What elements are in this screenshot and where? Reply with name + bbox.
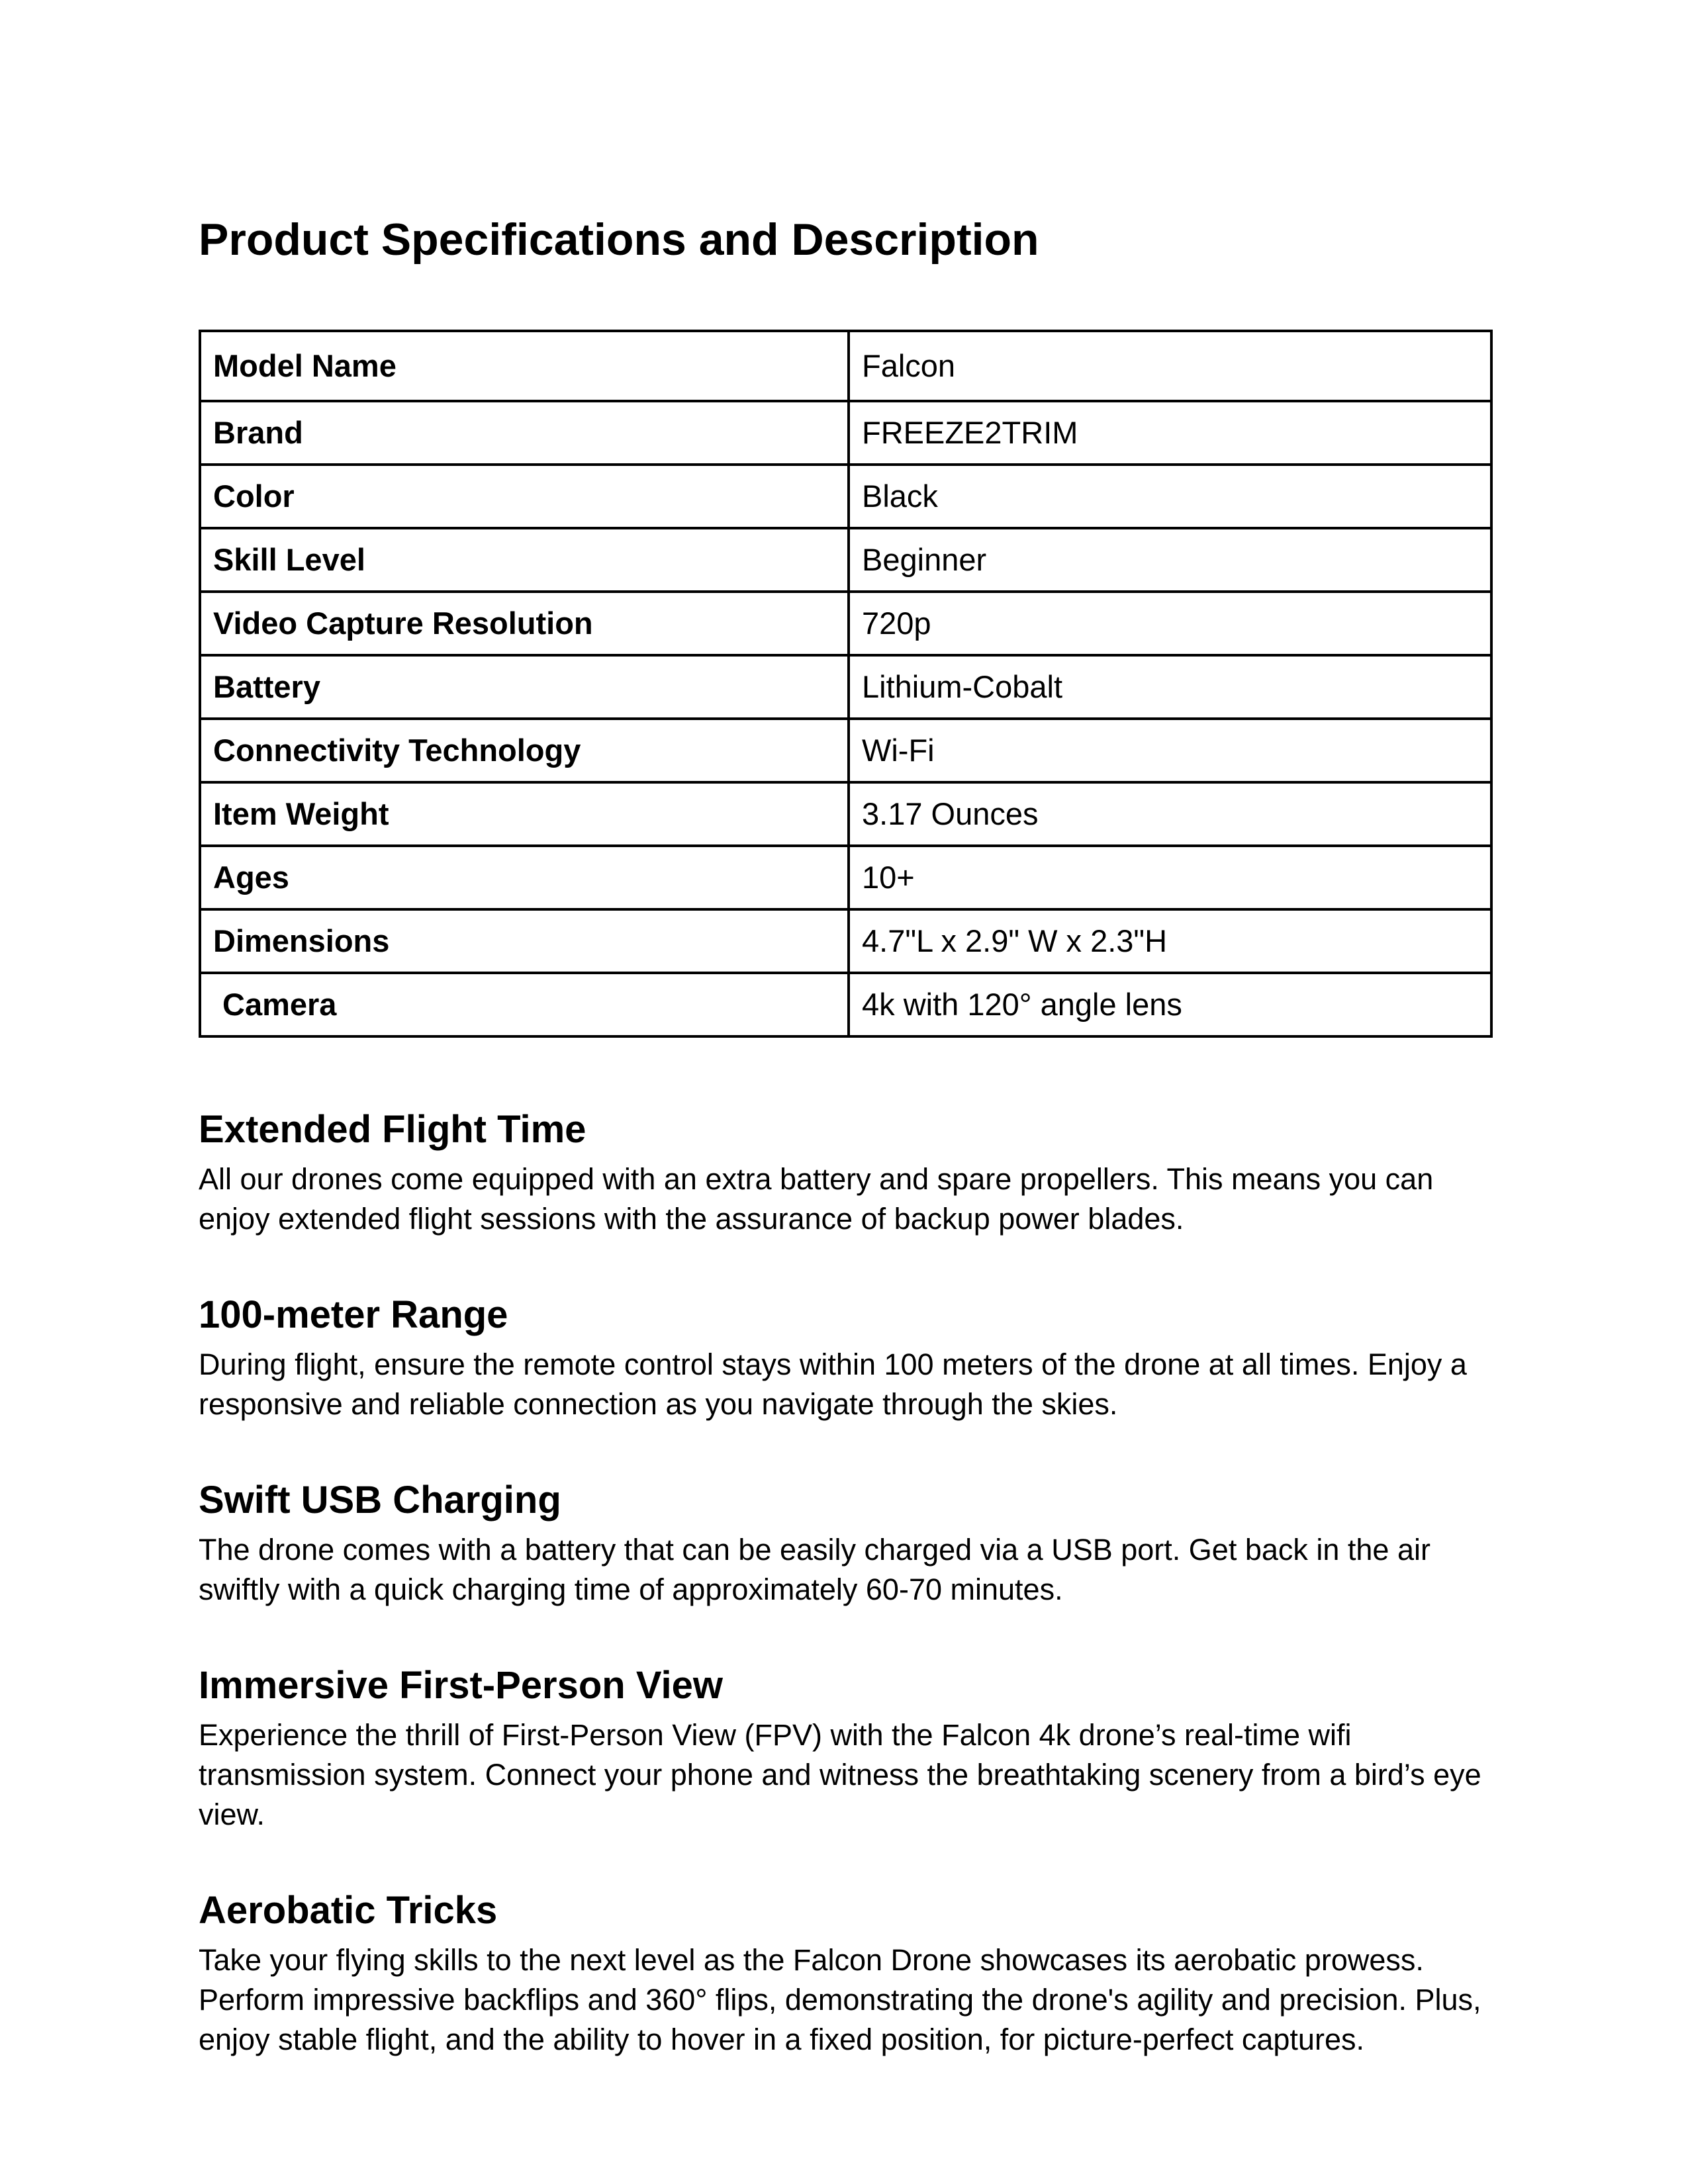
spec-value: Lithium-Cobalt bbox=[849, 655, 1491, 719]
table-row bbox=[200, 401, 1491, 465]
spec-value: 4.7"L x 2.9" W x 2.3"H bbox=[849, 909, 1491, 973]
spec-label: Skill Level bbox=[200, 528, 849, 592]
section-body: Experience the thrill of First-Person View (FPV) with the Falcon 4k drone’s real-time wifi transmission system. Connect your phone and witness the breathtaking scenery from a bird’s eye view. bbox=[199, 1718, 1481, 1831]
section-usb-charging bbox=[199, 1477, 1493, 1610]
section-heading: Immersive First-Person View bbox=[199, 1664, 723, 1707]
section-heading: 100-meter Range bbox=[199, 1293, 508, 1336]
section-heading: Aerobatic Tricks bbox=[199, 1889, 498, 1932]
spec-label: Item Weight bbox=[200, 782, 849, 846]
section-body: All our drones come equipped with an extra battery and spare propellers. This means you can enjoy extended flight sessions with the assurance of backup power blades. bbox=[199, 1162, 1434, 1236]
spec-value: Beginner bbox=[849, 528, 1491, 592]
table-row bbox=[200, 846, 1491, 909]
section-body: The drone comes with a battery that can be easily charged via a USB port. Get back in the air swiftly with a quick charging time of approximately 60-70 minutes. bbox=[199, 1533, 1430, 1606]
spec-value: Black bbox=[849, 465, 1491, 528]
table-row bbox=[200, 655, 1491, 719]
table-row bbox=[200, 331, 1491, 401]
table-row bbox=[200, 592, 1491, 655]
table-row bbox=[200, 528, 1491, 592]
spec-value: Wi-Fi bbox=[849, 719, 1491, 782]
spec-label: Brand bbox=[200, 401, 849, 465]
section-heading: Extended Flight Time bbox=[199, 1108, 586, 1151]
spec-value: Falcon bbox=[849, 331, 1491, 401]
table-row bbox=[200, 465, 1491, 528]
page-title: Product Specifications and Description bbox=[199, 214, 1039, 265]
table-row bbox=[200, 909, 1491, 973]
spec-value: 10+ bbox=[849, 846, 1491, 909]
table-row bbox=[200, 973, 1491, 1036]
section-range bbox=[199, 1292, 1493, 1424]
section-aerobatic-tricks bbox=[199, 1888, 1493, 2060]
spec-value: FREEZE2TRIM bbox=[849, 401, 1491, 465]
spec-label: Battery bbox=[200, 655, 849, 719]
section-first-person-view bbox=[199, 1662, 1493, 1835]
section-body: Take your flying skills to the next level as the Falcon Drone showcases its aerobatic prowess. Perform impressive backflips and 360° flips, demonstrating the drone's agility and precision. Plus, enjoy stable flight, and the ability to hover in a fixed position, for picture-perfect captures. bbox=[199, 1943, 1481, 2056]
spec-value: 3.17 Ounces bbox=[849, 782, 1491, 846]
section-extended-flight-time bbox=[199, 1107, 1493, 1239]
spec-label: Model Name bbox=[200, 331, 849, 401]
spec-label: Color bbox=[200, 465, 849, 528]
section-heading: Swift USB Charging bbox=[199, 1479, 561, 1522]
table-row bbox=[200, 782, 1491, 846]
table-row bbox=[200, 719, 1491, 782]
spec-label: Ages bbox=[200, 846, 849, 909]
spec-label: Camera bbox=[200, 973, 849, 1036]
spec-label: Dimensions bbox=[200, 909, 849, 973]
section-body: During flight, ensure the remote control stays within 100 meters of the drone at all times. Enjoy a responsive and reliable connection as you navigate through the skies. bbox=[199, 1347, 1467, 1421]
spec-value: 720p bbox=[849, 592, 1491, 655]
spec-label: Connectivity Technology bbox=[200, 719, 849, 782]
spec-value: 4k with 120° angle lens bbox=[849, 973, 1491, 1036]
spec-table bbox=[199, 330, 1493, 1038]
spec-label: Video Capture Resolution bbox=[200, 592, 849, 655]
